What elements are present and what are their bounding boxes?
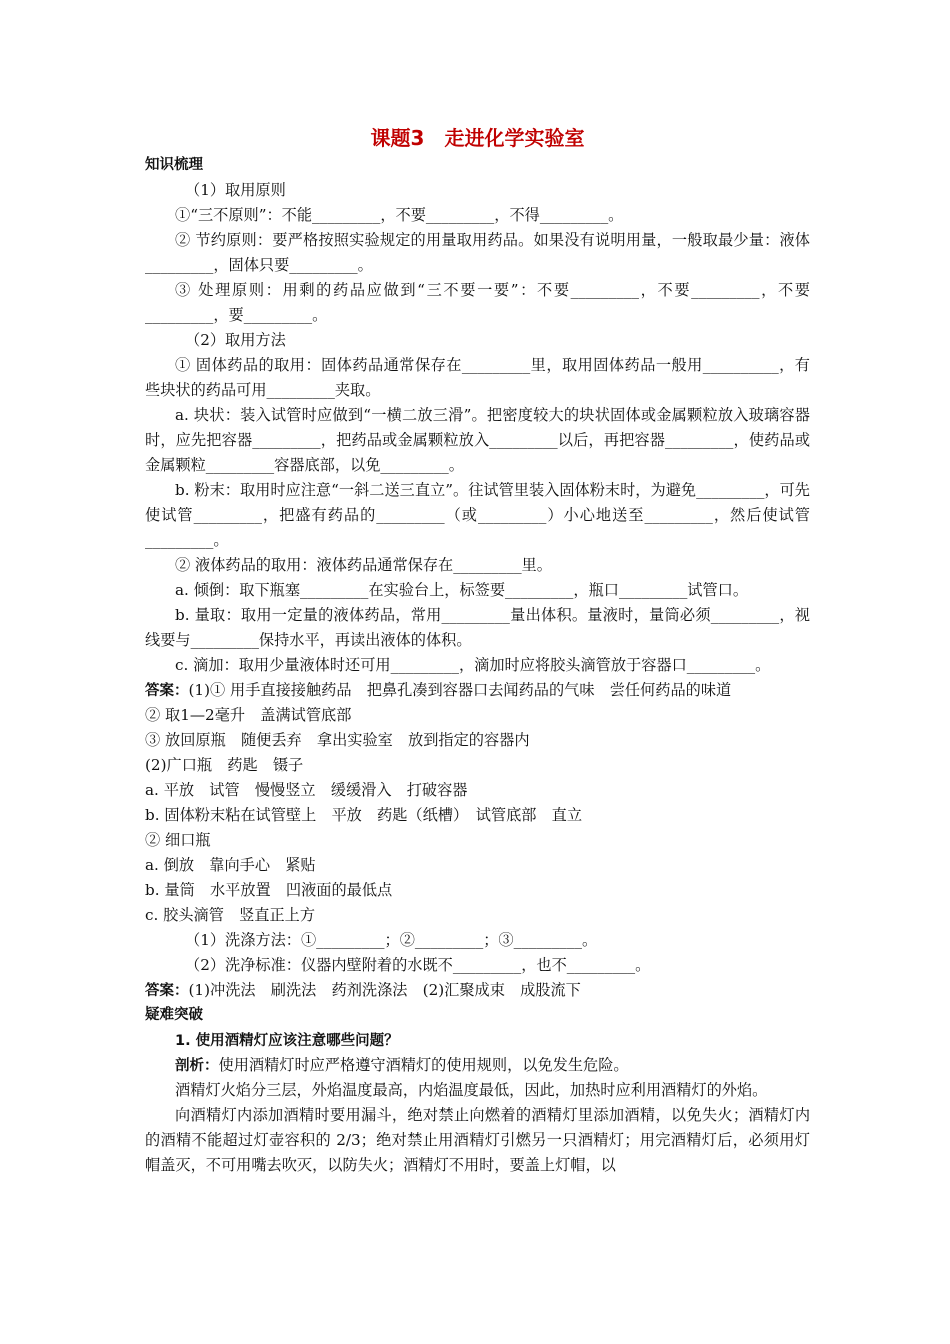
answer-label: 答案： [145, 683, 189, 699]
knowledge-line: a. 倾倒：取下瓶塞_________在实验台上，标签要_________，瓶口_________试管口。 [175, 581, 749, 599]
answer-line: b. 量筒 水平放置 凹液面的最低点 [145, 881, 393, 899]
analysis-label: 剖析： [175, 1058, 219, 1074]
answer-line: ② 取1—2毫升 盖满试管底部 [145, 706, 352, 724]
wash-standard: （2）洗净标准：仪器内壁附着的水既不_________，也不_________。 [185, 956, 651, 974]
knowledge-body [145, 178, 810, 678]
paragraph: 向酒精灯内添加酒精时要用漏斗，绝对禁止向燃着的酒精灯里添加酒精，以免失火；酒精灯内的酒精不能超过灯壶容积的 2/3；绝对禁止用酒精灯引燃另一只酒精灯；用完酒精灯后，必须用灯帽盖灭，不可用嘴去吹灭，以防失火；酒精灯不用时，要盖上灯帽，以 [145, 1106, 810, 1174]
knowledge-line: ② 节约原则：要严格按照实验规定的用量取用药品。如果没有说明用量，一般取最少量：液体_________，固体只要_________。 [145, 231, 810, 274]
answer-block-1-first [145, 678, 810, 703]
answer-text: (1)① 用手直接接触药品 把鼻孔凑到容器口去闻药品的气味 尝任何药品的味道 [188, 681, 732, 699]
answer-line: a. 平放 试管 慢慢竖立 缓缓滑入 打破容器 [145, 781, 468, 799]
wash-method: （1）洗涤方法：①_________；②_________；③_________。 [185, 931, 598, 949]
knowledge-line: c. 滴加：取用少量液体时还可用_________，滴加时应将胶头滴管放于容器口_________。 [175, 656, 771, 674]
paragraph: 酒精灯火焰分三层，外焰温度最高，内焰温度最低，因此，加热时应利用酒精灯的外焰。 [175, 1081, 768, 1099]
knowledge-line: a. 块状：装入试管时应做到“一横二放三滑”。把密度较大的块状固体或金属颗粒放入玻璃容器时，应先把容器_________，把药品或金属颗粒放入_________以后，再把容器_________，使药品或金属颗粒_________容器底部，以免_________。 [145, 406, 810, 474]
knowledge-line: ② 液体药品的取用：液体药品通常保存在_________里。 [175, 556, 552, 574]
knowledge-line: b. 量取：取用一定量的液体药品，常用_________量出体积。量液时，量筒必须_________，视线要与_________保持水平，再读出液体的体积。 [145, 606, 810, 649]
analysis-text: 使用酒精灯时应严格遵守酒精灯的使用规则，以免发生危险。 [218, 1056, 629, 1074]
section-heading-knowledge: 知识梳理 [145, 157, 203, 173]
answer-block-2 [145, 978, 810, 1003]
answer-line: c. 胶头滴管 竖直正上方 [145, 906, 316, 924]
knowledge-line: （1）取用原则 [185, 181, 286, 199]
analysis-line [145, 1053, 810, 1078]
question-heading: 1. 使用酒精灯应该注意哪些问题？ [175, 1033, 399, 1049]
knowledge-line: ①“三不原则”：不能_________，不要_________，不得_________。 [175, 206, 624, 224]
section-heading-difficulty: 疑难突破 [145, 1007, 203, 1023]
knowledge-line: ③ 处理原则：用剩的药品应做到“三不要一要”：不要_________，不要_________，不要_________，要_________。 [145, 281, 810, 324]
knowledge-line: ① 固体药品的取用：固体药品通常保存在_________里，取用固体药品一般用__________，有些块状的药品可用_________夹取。 [145, 356, 810, 399]
answer-label: 答案： [145, 983, 189, 999]
document-page [145, 123, 810, 1178]
answer-line: b. 固体粉末粘在试管壁上 平放 药匙（纸槽） 试管底部 直立 [145, 806, 583, 824]
answer-line: ③ 放回原瓶 随便丢弃 拿出实验室 放到指定的容器内 [145, 731, 530, 749]
answer-line: ② 细口瓶 [145, 831, 211, 849]
answer-line: (2)广口瓶 药匙 镊子 [145, 756, 304, 774]
answer-line: a. 倒放 靠向手心 紧贴 [145, 856, 316, 874]
knowledge-line: b. 粉末：取用时应注意“一斜二送三直立”。往试管里装入固体粉末时，为避免_________，可先使试管_________，把盛有药品的_________（或_________）小心地送至_________，然后使试管_________。 [145, 481, 810, 549]
answer-text: (1)冲洗法 刷洗法 药剂洗涤法 (2)汇聚成束 成股流下 [188, 981, 581, 999]
answer-block-1 [145, 703, 810, 928]
page-title: 课题3 走进化学实验室 [370, 126, 585, 150]
knowledge-line: （2）取用方法 [185, 331, 286, 349]
